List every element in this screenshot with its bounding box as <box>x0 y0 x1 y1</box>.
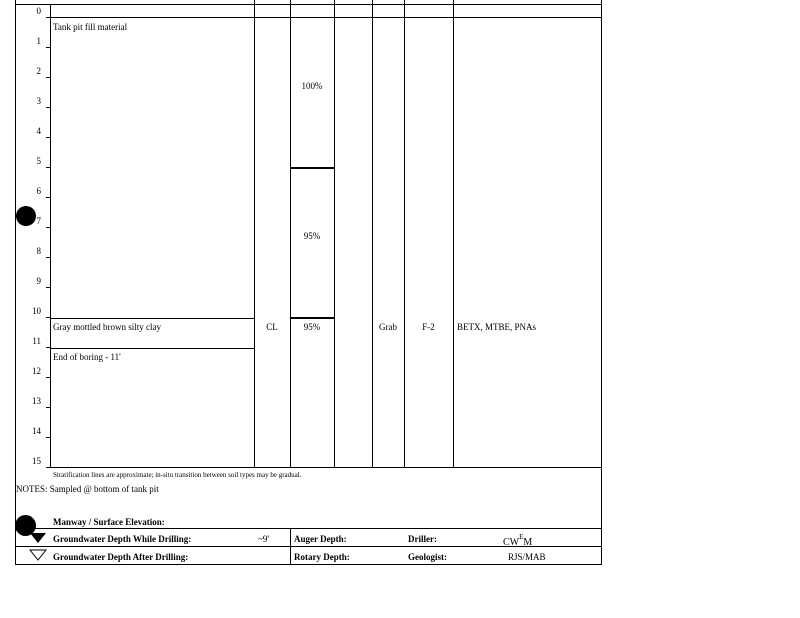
driller-suffix: M <box>523 537 533 548</box>
col-divider-blank <box>334 0 335 467</box>
footer-line <box>15 528 602 529</box>
stratification-note: Stratification lines are approximate; in-situ transition between soil types may be gradual. <box>53 471 302 479</box>
depth-label: 2 <box>36 66 41 76</box>
column-top-line <box>50 17 601 18</box>
gw-after-label: Groundwater Depth After Drilling: <box>53 552 189 562</box>
col-divider-sample-type <box>372 0 373 467</box>
depth-label: 7 <box>36 216 41 226</box>
col-divider-sample-id <box>404 0 405 467</box>
gw-while-label: Groundwater Depth While Drilling: <box>53 534 192 544</box>
manway-label: Manway / Surface Elevation: <box>53 517 165 527</box>
footer-divider <box>290 528 291 565</box>
gw-after-drilling-icon <box>29 549 47 561</box>
driller-initials: CW <box>503 537 520 548</box>
gw-while-value: ~9' <box>258 534 269 544</box>
depth-label: 12 <box>32 366 41 376</box>
uscs-code: CL <box>266 322 278 332</box>
driller-label: Driller: <box>408 534 437 544</box>
sample-analyses: BETX, MTBE, PNAs <box>457 322 537 332</box>
depth-label: 9 <box>36 276 41 286</box>
driller-superscript: E <box>519 533 524 541</box>
geologist-value: RJS/MAB <box>508 552 546 562</box>
depth-label: 15 <box>32 456 41 466</box>
geologist-label: Geologist: <box>408 552 447 562</box>
frame-bottom <box>15 564 602 565</box>
driller-value <box>503 532 532 548</box>
recovery-value: 100% <box>301 81 323 91</box>
gw-while-drilling-icon <box>29 532 47 544</box>
frame-left <box>15 0 16 565</box>
sample-type: Grab <box>379 322 397 332</box>
depth-label: 4 <box>36 126 41 136</box>
recovery-value: 95% <box>303 322 321 332</box>
col-divider-uscs <box>254 0 255 467</box>
layer-end: End of boring - 11' <box>53 352 121 362</box>
layer-clay: Gray mottled brown silty clay <box>53 322 161 332</box>
depth-label: 0 <box>36 6 41 16</box>
sample-id: F-2 <box>422 322 435 332</box>
col-divider-analyses <box>453 0 454 467</box>
depth-label: 1 <box>36 36 41 46</box>
depth-label: 13 <box>32 396 41 406</box>
depth-label: 5 <box>36 156 41 166</box>
depth-label: 14 <box>32 426 41 436</box>
water-level-marker-icon <box>16 206 36 226</box>
depth-label: 11 <box>32 336 41 346</box>
depth-label: 3 <box>36 96 41 106</box>
layer-fill: Tank pit fill material <box>53 22 128 32</box>
frame-right <box>601 0 602 565</box>
header-line <box>15 4 602 5</box>
auger-label: Auger Depth: <box>294 534 347 544</box>
depth-axis <box>50 4 51 467</box>
notes-line: NOTES: Sampled @ bottom of tank pit <box>16 484 159 494</box>
recovery-interval-line <box>290 317 334 319</box>
rotary-label: Rotary Depth: <box>294 552 350 562</box>
recovery-value: 95% <box>303 231 321 241</box>
recovery-interval-line <box>290 167 334 169</box>
depth-label: 10 <box>32 306 41 316</box>
layer-boundary <box>50 318 254 319</box>
layer-boundary <box>50 348 254 349</box>
depth-label: 6 <box>36 186 41 196</box>
depth-label: 8 <box>36 246 41 256</box>
log-body-bottom <box>50 467 601 468</box>
